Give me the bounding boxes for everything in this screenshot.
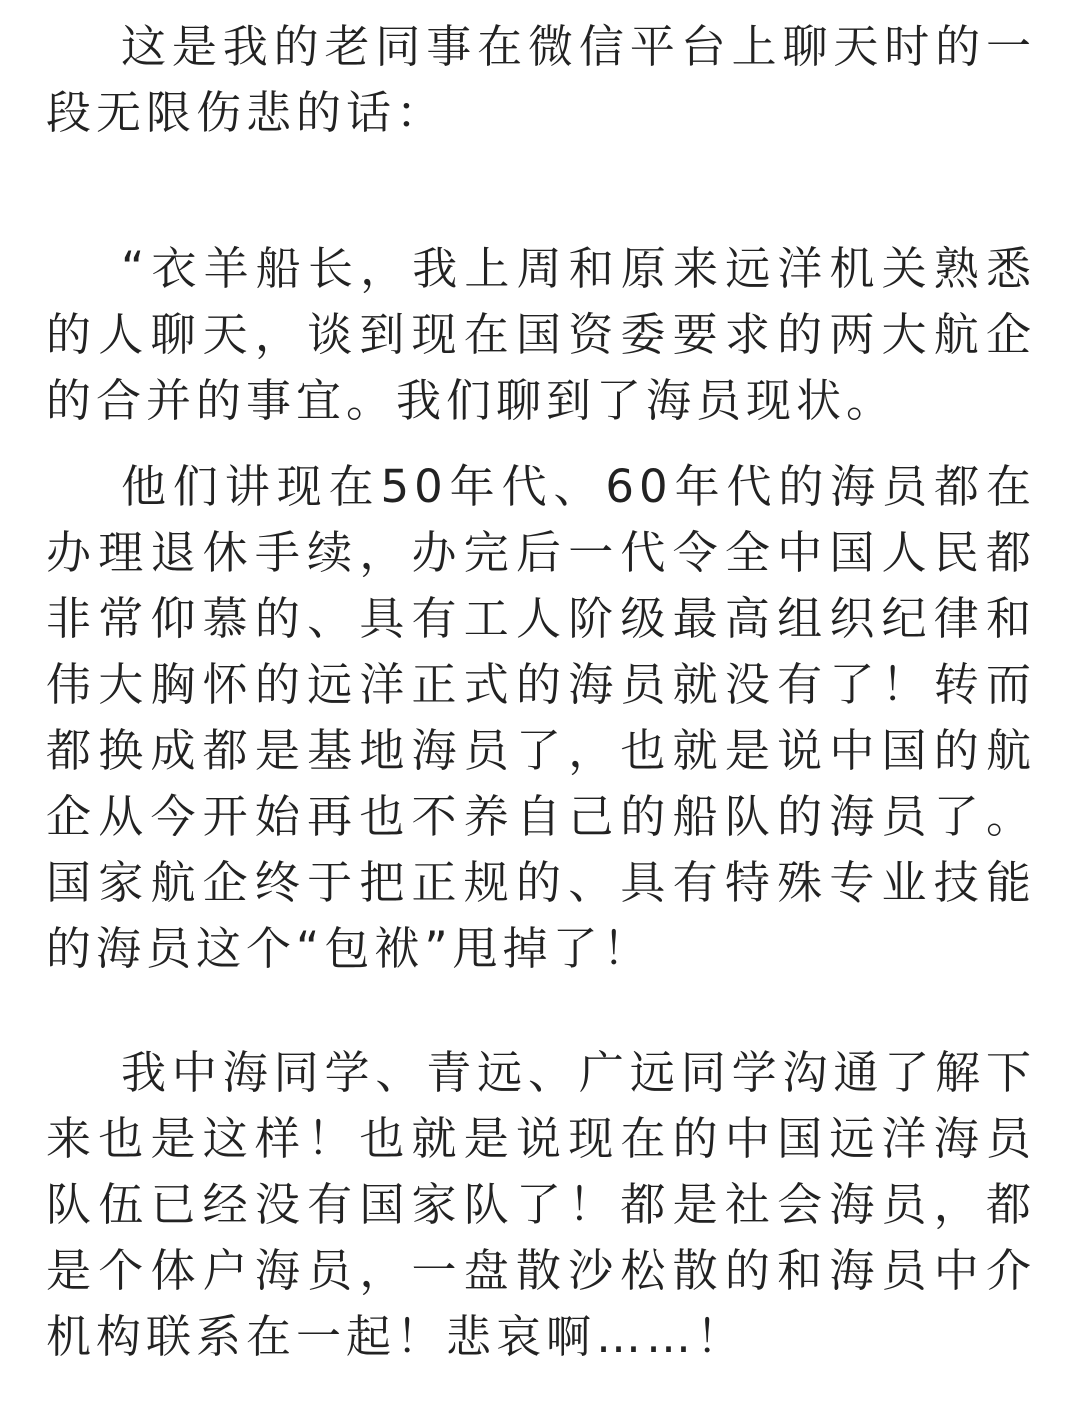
paragraph-conclusion: 我中海同学、青远、广远同学沟通了解下来也是这样！也就是说现在的中国远洋海员队伍已经没有国家队了！都是社会海员，都是个体户海员，一盘散沙松散的和海员中介机构联系在一起！悲哀啊……！ (46, 1046, 1036, 1363)
paragraph-retirement: 他们讲现在50年代、60年代的海员都在办理退休手续，办完后一代令全中国人民都非常仰慕的、具有工人阶级最高组织纪律和伟大胸怀的远洋正式的海员就没有了！转而都换成都是基地海员了，也就是说中国的航企从今开始再也不养自己的船队的海员了。国家航企终于把正规的、具有特殊专业技能的海员这个“包袱”甩掉了！ (46, 460, 1036, 975)
paragraph-quote-opening: “衣羊船长，我上周和原来远洋机关熟悉的人聊天，谈到现在国资委要求的两大航企的合并的事宜。我们聊到了海员现状。 (46, 242, 1036, 427)
paragraph-intro: 这是我的老同事在微信平台上聊天时的一段无限伤悲的话： (46, 20, 1036, 139)
